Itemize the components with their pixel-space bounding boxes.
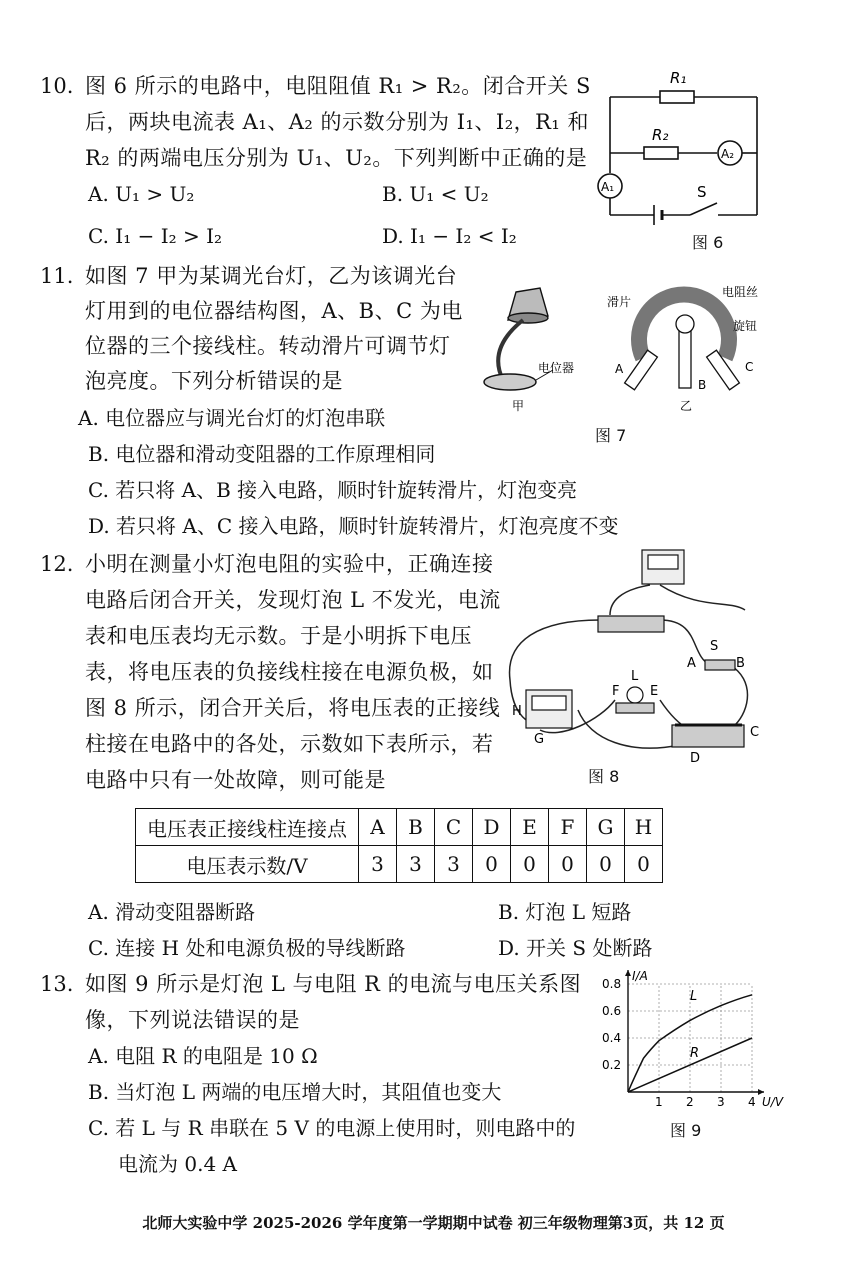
wire-label: 电阻丝 bbox=[722, 285, 759, 299]
table-header-cell: 电压表正接线柱连接点 bbox=[136, 809, 359, 846]
question-text-line: 图 6 所示的电路中，电阻阻值 R₁ > R₂。闭合开关 S bbox=[85, 74, 591, 98]
question-text-line: 电路中只有一处故障，则可能是 bbox=[85, 768, 386, 792]
figure-7-caption: 图 7 bbox=[595, 426, 627, 445]
x-tick-label: 4 bbox=[748, 1095, 756, 1109]
table-cell: 3 bbox=[397, 846, 435, 883]
x-tick-label: 2 bbox=[686, 1095, 694, 1109]
table-cell: 0 bbox=[587, 846, 625, 883]
question-text-line: 后，两块电流表 A₁、A₂ 的示数分别为 I₁、I₂，R₁ 和 bbox=[85, 110, 590, 134]
jia-label: 甲 bbox=[512, 399, 525, 413]
table-row bbox=[136, 846, 663, 883]
figure-6-caption: 图 6 bbox=[692, 233, 724, 252]
r2-label: R₂ bbox=[652, 126, 669, 144]
resistor-r2 bbox=[644, 147, 678, 159]
question-text-line: 柱接在电路中的各处，示数如下表所示，若 bbox=[85, 732, 494, 756]
table-cell: 3 bbox=[359, 846, 397, 883]
series-label-l: L bbox=[690, 989, 698, 1005]
y-axis-label: I/A bbox=[632, 969, 648, 983]
table-cell: B bbox=[397, 809, 435, 846]
option-c: C. 若只将 A、B 接入电路，顺时针旋转滑片，灯泡变亮 bbox=[88, 478, 578, 502]
point-b-label: B bbox=[736, 656, 745, 671]
question-number: 10. bbox=[40, 74, 74, 98]
page-footer: 北师大实验中学 2025-2026 学年度第一学期期中试卷 初三年级物理第3页，共 12 页 bbox=[142, 1214, 725, 1232]
rheostat bbox=[672, 725, 744, 747]
y-tick-label: 0.8 bbox=[602, 977, 622, 991]
option-a: A. 电位器应与调光台灯的灯泡串联 bbox=[78, 406, 386, 430]
option-b: B. U₁ < U₂ bbox=[382, 182, 489, 206]
a1-label: A₁ bbox=[601, 180, 615, 194]
option-c: C. I₁ − I₂ > I₂ bbox=[88, 224, 223, 248]
y-tick-label: 0.2 bbox=[602, 1058, 622, 1072]
option-b: B. 当灯泡 L 两端的电压增大时，其阻值也变大 bbox=[88, 1080, 502, 1104]
figure-9-caption: 图 9 bbox=[670, 1121, 702, 1140]
figure-9-iu-chart bbox=[600, 962, 784, 1114]
x-tick-label: 1 bbox=[655, 1095, 663, 1109]
question-text-line: 表，将电压表的负接线柱接在电源负极，如 bbox=[85, 660, 494, 684]
option-a: A. 滑动变阻器断路 bbox=[88, 900, 256, 924]
option-c-continued: 电流为 0.4 A bbox=[118, 1152, 237, 1176]
potentiometer-label: 电位器 bbox=[538, 361, 575, 375]
y-tick-label: 0.4 bbox=[602, 1031, 622, 1045]
r1-label: R₁ bbox=[670, 69, 687, 87]
point-l-label: L bbox=[631, 669, 639, 684]
table-cell: D bbox=[473, 809, 511, 846]
figure-7-lamp-illustration bbox=[478, 280, 588, 415]
resistor-r1 bbox=[660, 91, 694, 103]
question-text-line: 位器的三个接线柱。转动滑片可调节灯 bbox=[85, 334, 451, 358]
figure-7-potentiometer-structure bbox=[605, 278, 780, 413]
lamp-base bbox=[484, 374, 536, 390]
option-b: B. 电位器和滑动变阻器的工作原理相同 bbox=[88, 442, 436, 466]
question-text-line: 如图 7 甲为某调光台灯，乙为该调光台 bbox=[85, 264, 458, 288]
point-a-label: A bbox=[687, 656, 696, 671]
slider-label: 滑片 bbox=[607, 295, 632, 309]
question-text-line: R₂ 的两端电压分别为 U₁、U₂。下列判断中正确的是 bbox=[85, 146, 588, 170]
table-cell: 0 bbox=[511, 846, 549, 883]
question-number: 13. bbox=[40, 972, 74, 996]
point-f-label: F bbox=[612, 684, 620, 699]
a2-label: A₂ bbox=[721, 147, 735, 161]
bulb-l bbox=[627, 687, 643, 703]
option-d: D. 开关 S 处断路 bbox=[498, 936, 653, 960]
table-cell: 0 bbox=[549, 846, 587, 883]
series-label-r: R bbox=[690, 1045, 700, 1061]
table-cell: 3 bbox=[435, 846, 473, 883]
question-text-line: 表和电压表均无示数。于是小明拆下电压 bbox=[85, 624, 472, 648]
s-label: S bbox=[697, 183, 707, 201]
option-d: D. I₁ − I₂ < I₂ bbox=[382, 224, 517, 248]
terminal-a-label: A bbox=[615, 362, 624, 376]
figure-8-caption: 图 8 bbox=[588, 767, 620, 786]
question-number: 12. bbox=[40, 552, 74, 576]
table-cell: H bbox=[625, 809, 663, 846]
point-d-label: D bbox=[690, 751, 701, 766]
yi-label: 乙 bbox=[680, 399, 693, 413]
table-cell: A bbox=[359, 809, 397, 846]
figure-8-experiment-circuit bbox=[500, 540, 770, 765]
table-cell: C bbox=[435, 809, 473, 846]
option-a: A. 电阻 R 的电阻是 10 Ω bbox=[88, 1044, 318, 1068]
figure-6-circuit-diagram bbox=[592, 65, 767, 215]
question-text-line: 电路后闭合开关，发现灯泡 L 不发光，电流 bbox=[85, 588, 501, 612]
table-cell: 0 bbox=[473, 846, 511, 883]
question-text-line: 小明在测量小灯泡电阻的实验中，正确连接 bbox=[85, 552, 494, 576]
table-cell: F bbox=[549, 809, 587, 846]
y-axis-arrow bbox=[625, 970, 631, 976]
question-text-line: 灯用到的电位器结构图，A、B、C 为电 bbox=[85, 299, 463, 323]
terminal-c-label: C bbox=[745, 360, 754, 374]
question-text-line: 如图 9 所示是灯泡 L 与电阻 R 的电流与电压关系图 bbox=[85, 972, 582, 996]
table-cell: E bbox=[511, 809, 549, 846]
y-tick-label: 0.6 bbox=[602, 1004, 622, 1018]
battery bbox=[598, 616, 664, 632]
point-g-label: G bbox=[534, 732, 545, 747]
question-number: 11. bbox=[40, 264, 74, 288]
knob-label: 旋钮 bbox=[733, 319, 758, 333]
table-cell: G bbox=[587, 809, 625, 846]
table-row bbox=[136, 809, 663, 846]
table-cell: 0 bbox=[625, 846, 663, 883]
option-c: C. 连接 H 处和电源负极的导线断路 bbox=[88, 936, 406, 960]
x-axis-label: U/V bbox=[762, 1095, 784, 1109]
point-e-label: E bbox=[650, 684, 659, 699]
option-a: A. U₁ > U₂ bbox=[88, 182, 195, 206]
voltage-table bbox=[135, 808, 663, 883]
x-tick-label: 3 bbox=[717, 1095, 725, 1109]
switch bbox=[705, 660, 735, 670]
question-text-line: 图 8 所示，闭合开关后，将电压表的正接线 bbox=[85, 696, 501, 720]
switch-s bbox=[690, 203, 717, 215]
question-text-line: 像，下列说法错误的是 bbox=[85, 1008, 300, 1032]
option-c: C. 若 L 与 R 串联在 5 V 的电源上使用时，则电路中的 bbox=[88, 1116, 576, 1140]
option-b: B. 灯泡 L 短路 bbox=[498, 900, 632, 924]
option-d: D. 若只将 A、C 接入电路，顺时针旋转滑片，灯泡亮度不变 bbox=[88, 514, 619, 538]
point-s-label: S bbox=[710, 639, 719, 654]
point-c-label: C bbox=[750, 725, 760, 740]
question-text-line: 泡亮度。下列分析错误的是 bbox=[85, 369, 343, 393]
terminal-b-label: B bbox=[698, 378, 707, 392]
table-header-cell: 电压表示数/V bbox=[136, 846, 359, 883]
point-h-label: H bbox=[512, 704, 522, 719]
